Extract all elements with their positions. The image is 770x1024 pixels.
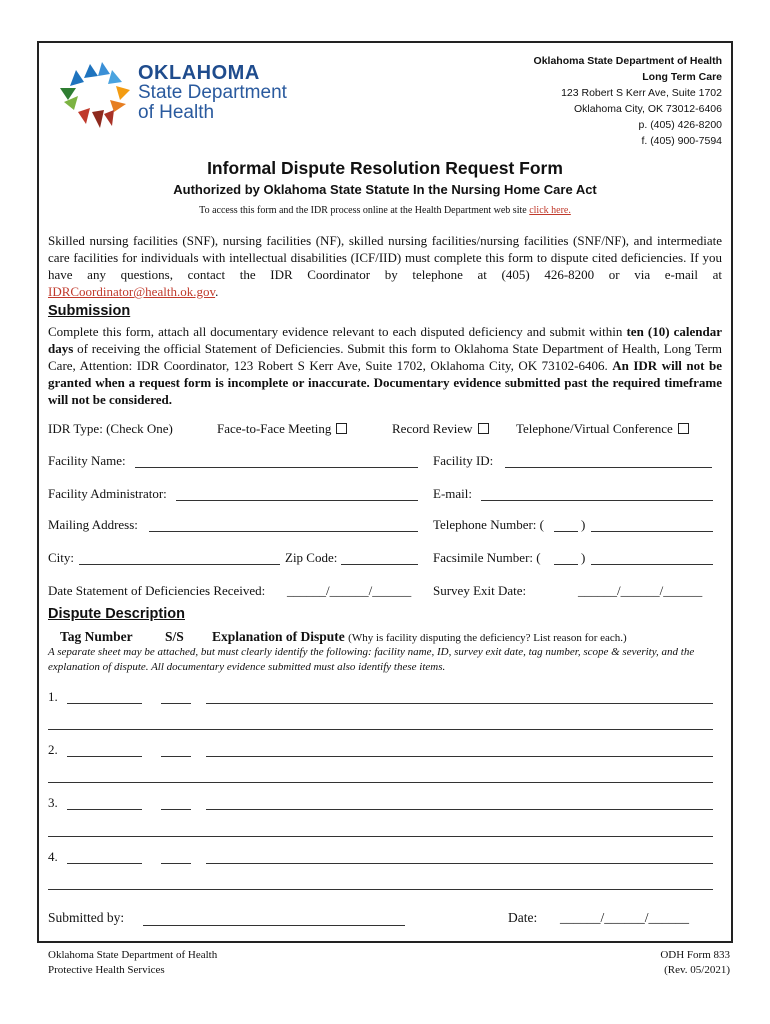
telephone-checkbox[interactable] (678, 423, 689, 434)
dispute-row-4-number: 4. (48, 849, 58, 864)
submission-warning: An IDR will not be granted when a request form is incomplete or inaccurate. Documentary evidence submitted past the required timeframe will not be considered. (48, 358, 722, 407)
survey-exit-label: Survey Exit Date: (433, 583, 527, 598)
fax-area-field[interactable] (554, 564, 578, 565)
facility-name-label: Facility Name: (48, 453, 126, 468)
telephone-option-label: Telephone/Virtual Conference (516, 421, 673, 436)
dispute-note: A separate sheet may be attached, but must clearly identify the following: facility name, ID, survey exit date, tag number, scope & severity, and the explanation of dispute. All documentary evidence submitted must also identify these items. (48, 646, 695, 673)
dispute-row-4-explanation[interactable] (206, 863, 713, 864)
submission-paragraph (48, 323, 722, 408)
fax-close-paren: ) (581, 550, 586, 565)
dispute-row-2-tag[interactable] (67, 756, 142, 757)
dispute-row-1-continuation[interactable] (48, 729, 713, 730)
zip-label: Zip Code: (285, 550, 338, 565)
option-face-to-face[interactable] (217, 421, 347, 437)
dispute-row-3-tag[interactable] (67, 809, 142, 810)
footer-left (48, 948, 217, 978)
idr-email-link[interactable]: IDRCoordinator@health.ok.gov (48, 284, 216, 299)
dispute-row-2-continuation[interactable] (48, 782, 713, 783)
logo-wordmark (138, 63, 287, 123)
option-telephone[interactable] (516, 421, 689, 437)
submission-deadline: ten (10) calendar days (48, 324, 722, 356)
submission-heading: Submission (48, 303, 131, 319)
signature-date-field[interactable]: ______/______/______ (560, 910, 690, 925)
facility-id-label: Facility ID: (433, 453, 494, 468)
dispute-row-2-number: 2. (48, 742, 58, 757)
facility-name-field[interactable] (135, 467, 418, 468)
col-explanation-label: Explanation of Dispute (212, 629, 345, 644)
fax-number-field[interactable] (591, 564, 713, 565)
form-title: Informal Dispute Resolution Request Form (207, 158, 563, 178)
dispute-row-2-ss[interactable] (161, 756, 191, 757)
intro-paragraph (48, 232, 722, 300)
face-to-face-label: Face-to-Face Meeting (217, 421, 332, 436)
logo-line2: State Department (138, 82, 287, 103)
click-here-link[interactable]: click here. (529, 205, 571, 216)
intro-end: . (215, 284, 219, 299)
agency-name: Oklahoma State Department of Health (533, 55, 722, 67)
submission-text-2: of receiving the official Statement of Deficiencies. Submit this form to Oklahoma State Department of Health, Long Term Care, Attention: IDR Coordinator, 123 Robert S Kerr Ave, Suite 1702, Oklahoma City, OK 73102-6406. (48, 341, 722, 373)
mailing-address-label: Mailing Address: (48, 517, 138, 532)
col-explanation-note: (Why is facility disputing the deficiency? List reason for each.) (348, 632, 627, 644)
fax-number: f. (405) 900-7594 (641, 135, 722, 147)
telephone-label: Telephone Number: ( (433, 517, 544, 532)
telephone-number-field[interactable] (591, 531, 713, 532)
administrator-field[interactable] (176, 500, 418, 501)
dispute-row-4-ss[interactable] (161, 863, 191, 864)
footer-form-number: ODH Form 833 (660, 949, 730, 961)
date-received-label: Date Statement of Deficiencies Received: (48, 583, 266, 598)
footer-agency: Oklahoma State Department of Health (48, 949, 218, 961)
dispute-row-4-tag[interactable] (67, 863, 142, 864)
logo-line3: of Health (138, 102, 215, 123)
facility-id-field[interactable] (505, 467, 712, 468)
dispute-row-1-tag[interactable] (67, 703, 142, 704)
survey-exit-field[interactable]: ______/______/______ (578, 583, 703, 598)
logo-line1: OKLAHOMA (138, 62, 260, 84)
dispute-row-3-number: 3. (48, 795, 58, 810)
col-scope-severity: S/S (165, 629, 184, 644)
division-name: Long Term Care (642, 71, 722, 83)
record-review-label: Record Review (392, 421, 473, 436)
telephone-area-field[interactable] (554, 531, 578, 532)
dispute-row-2-explanation[interactable] (206, 756, 713, 757)
email-field[interactable] (481, 500, 713, 501)
osdh-logo-icon (52, 60, 136, 136)
city-address: Oklahoma City, OK 73012-6406 (573, 103, 722, 115)
fax-label: Facsimile Number: ( (433, 550, 541, 565)
dispute-row-4-continuation[interactable] (48, 889, 713, 890)
date-received-field[interactable]: ______/______/______ (287, 583, 412, 598)
intro-text: Skilled nursing facilities (SNF), nursing facilities (NF), skilled nursing facilities/nursing facilities (SNF/NF), and intermediate care facilities for individuals with intellectual disabilities (ICF/IID) must complete this form to dispute cited deficiencies. If you have any questions, contact the IDR Coordinator by telephone at (405) 426-8200 or via e-mail at (48, 233, 722, 282)
footer-right (660, 948, 730, 978)
submitted-by-field[interactable] (143, 925, 405, 926)
email-label: E-mail: (433, 486, 472, 501)
access-line (0, 205, 770, 216)
city-field[interactable] (79, 564, 280, 565)
mailing-address-field[interactable] (149, 531, 418, 532)
footer-division: Protective Health Services (48, 964, 165, 976)
submission-text-1: Complete this form, attach all documentary evidence relevant to each disputed deficiency and submit within (48, 324, 627, 339)
footer-revision: (Rev. 05/2021) (664, 964, 730, 976)
col-explanation (212, 629, 627, 645)
phone-number: p. (405) 426-8200 (638, 119, 722, 131)
street-address: 123 Robert S Kerr Ave, Suite 1702 (561, 87, 722, 99)
dispute-row-1-ss[interactable] (161, 703, 191, 704)
signature-date-label: Date: (508, 910, 538, 925)
form-subtitle: Authorized by Oklahoma State Statute In the Nursing Home Care Act (173, 182, 597, 197)
col-tag-number: Tag Number (60, 629, 133, 644)
administrator-label: Facility Administrator: (48, 486, 167, 501)
dispute-row-3-ss[interactable] (161, 809, 191, 810)
dispute-row-3-continuation[interactable] (48, 836, 713, 837)
telephone-close-paren: ) (581, 517, 586, 532)
option-record-review[interactable] (392, 421, 489, 437)
dispute-row-3-explanation[interactable] (206, 809, 713, 810)
city-label: City: (48, 550, 75, 565)
submitted-by-label: Submitted by: (48, 910, 125, 925)
dispute-row-1-number: 1. (48, 689, 58, 704)
idr-type-label: IDR Type: (Check One) (48, 421, 173, 436)
address-block (534, 53, 722, 149)
dispute-heading: Dispute Description (48, 606, 185, 622)
record-review-checkbox[interactable] (478, 423, 489, 434)
access-text: To access this form and the IDR process online at the Health Department web site (199, 205, 530, 216)
dispute-row-1-explanation[interactable] (206, 703, 713, 704)
zip-field[interactable] (341, 564, 418, 565)
face-to-face-checkbox[interactable] (336, 423, 347, 434)
